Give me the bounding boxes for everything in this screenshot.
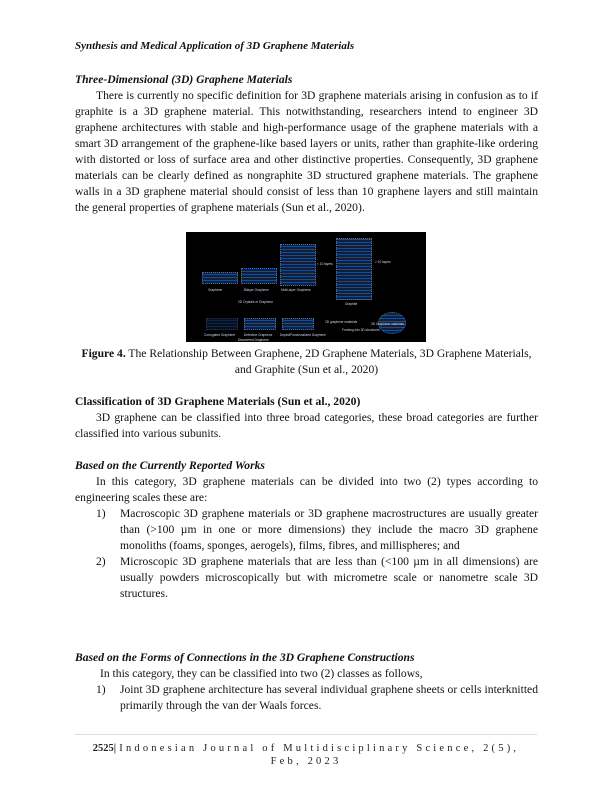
list-text: Joint 3D graphene architecture has several individual graphene sheets or cells interknitted primarily through the van der Waals forces.	[120, 683, 538, 712]
caption-text: The Relationship Between Graphene, 2D Graphene Materials, 3D Graphene Materials, and Graphite (Sun et al., 2020)	[125, 347, 532, 376]
fig-label: Forming into 3D structures	[342, 328, 380, 332]
graphite-image	[336, 238, 372, 300]
figure-graphene-relationship	[186, 232, 426, 342]
numbered-list	[75, 682, 538, 714]
section-heading: Three-Dimensional (3D) Graphene Materials	[75, 73, 293, 86]
fig-label: Multi-layer Graphene	[281, 288, 311, 292]
section-classification	[75, 394, 538, 442]
list-number: 1)	[96, 507, 106, 520]
fig-label: < 10 layers	[317, 262, 333, 266]
running-head: Synthesis and Medical Application of 3D Graphene Materials	[75, 40, 355, 52]
fig-label: Defective Graphene	[244, 333, 273, 337]
journal-citation: Indonesian Journal of Multidisciplinary Science, 2(5), Feb, 2023	[119, 743, 520, 767]
corrugated-image	[206, 318, 238, 330]
list-number: 1)	[96, 683, 106, 696]
section-heading: Classification of 3D Graphene Materials (Sun et al., 2020)	[75, 395, 361, 408]
footer-separator: |	[113, 743, 120, 754]
fig-label: Bilayer Graphene	[244, 288, 269, 292]
section-heading: Based on the Forms of Connections in the 3D Graphene Constructions	[75, 651, 415, 664]
list-number: 2)	[96, 555, 106, 568]
footer-rule	[75, 734, 537, 735]
paragraph: In this category, 3D graphene materials can be divided into two (2) types according to engineering scales these are:	[75, 475, 538, 504]
page-footer	[75, 742, 537, 768]
list-item	[75, 506, 538, 554]
fig-label: > 10 layers	[375, 260, 391, 264]
paragraph: 3D graphene can be classified into three broad categories, these broad categories are further classified into various subunits.	[75, 411, 538, 440]
fig-label: Corrugated Graphene	[204, 333, 236, 337]
section-connections	[75, 650, 538, 714]
paragraph: There is currently no specific definition for 3D graphene materials arising in confusion as to if graphite is a 3D graphene material. This notwithstanding, researchers intend to engineer 3D graphene architectures with stable and high-performance usage of the graphene materials with a smart 3D arrangement of the graphene-like based layers or units, rather than graphite-like ordering with distorted or loss of surface area and other distinctive properties. Consequently, 3D graphene materials can be clearly defined as nongraphite 3D structured graphene materials. The graphene walls in a 3D graphene material should consist of less than 10 graphene layers and still maintain the general properties of graphene materials (Sun et al., 2020).	[75, 89, 538, 214]
list-text: Microscopic 3D graphene materials that are less than (<100 µm in all dimensions) are usually powders microscopically but with micrometre scale or nanometre scale 3D structures.	[120, 555, 538, 600]
multilayer-image	[280, 244, 316, 286]
fig-label: 3D Graphene materials	[371, 322, 404, 326]
bilayer-image	[241, 268, 277, 284]
defective-image	[244, 318, 276, 330]
fig-label: 2D Crystals of Graphene	[238, 300, 274, 304]
caption-label: Figure 4.	[81, 347, 126, 360]
section-reported-works	[75, 458, 538, 602]
fig-label: Graphene	[208, 288, 223, 292]
paragraph: In this category, they can be classified into two (2) classes as follows,	[100, 667, 423, 680]
fig-label: Doped/Functionalized Graphene	[280, 333, 326, 337]
fig-label: 2D graphene materials	[325, 320, 358, 324]
figure-caption	[75, 346, 538, 378]
list-item	[75, 554, 538, 602]
list-text: Macroscopic 3D graphene materials or 3D graphene macrostructures are usually greater than (>100 µm in one or more dimensions) they include the macro 3D graphene monoliths (foams, sponges, aerogels), films, fibres, and millispheres; and	[120, 507, 538, 552]
page-number: 2525	[92, 743, 114, 754]
numbered-list	[75, 506, 538, 602]
fig-label: Graphite	[345, 302, 358, 306]
graphene-sheet-image	[202, 272, 238, 284]
section-3d-graphene	[75, 72, 538, 216]
doped-image	[282, 318, 314, 330]
fig-label: Disordered Graphene	[238, 338, 269, 342]
list-item	[75, 682, 538, 714]
section-heading: Based on the Currently Reported Works	[75, 459, 265, 472]
